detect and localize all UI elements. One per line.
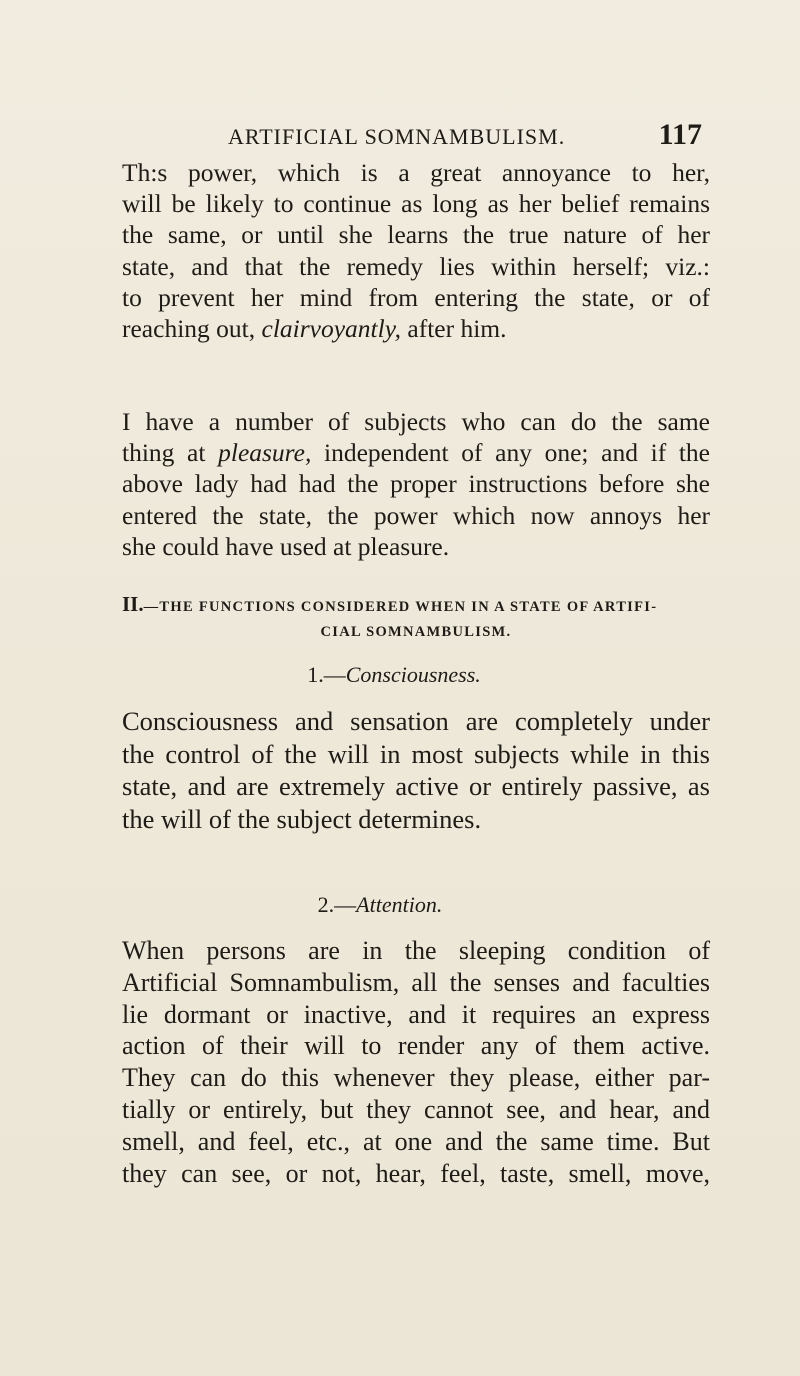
subsection-heading-attention	[86, 890, 674, 920]
running-title: ARTIFICIAL SOMNAMBULISM.	[228, 124, 566, 149]
subsection-title: Attention.	[356, 892, 443, 917]
paragraph-2	[122, 406, 710, 562]
subsection-title: Consciousness.	[345, 662, 481, 687]
paragraph-1	[122, 157, 710, 344]
text-line: They can do this whenever they please, either par-	[122, 1063, 710, 1093]
text-run: after him.	[401, 314, 507, 344]
text-line: entered the state, the power which now annoys her	[122, 500, 710, 530]
text-line: they can see, or not, hear, feel, taste, smell, move,	[122, 1158, 710, 1188]
text-line: I have a number of subjects who can do the same	[122, 407, 710, 436]
page-number: 117	[658, 118, 702, 151]
text-line: lie dormant or inactive, and it requires an express	[122, 999, 710, 1029]
section-numeral: II.	[122, 592, 144, 616]
paragraph-4	[122, 935, 710, 1189]
text-line: will be likely to continue as long as her belief remains	[122, 189, 710, 219]
text-run: independent of any one; and if the	[311, 438, 710, 468]
text-line: smell, and feel, etc., at one and the same time. But	[122, 1126, 710, 1156]
section-heading-continued	[122, 620, 710, 644]
paragraph-3	[122, 705, 710, 835]
text-line: the will of the subject determines.	[122, 803, 482, 834]
section-title-line-1: —THE FUNCTIONS CONSIDERED WHEN IN A STATE OF ARTIFI-	[143, 599, 658, 615]
italic-word: clairvoyantly,	[261, 314, 402, 344]
text-line: above lady had had the proper instructions before she	[122, 469, 710, 499]
text-line	[122, 437, 710, 468]
subsection-number: 1.—	[307, 662, 346, 687]
text-run: thing at	[122, 438, 219, 468]
text-line: tially or entirely, but they cannot see, and hear, and	[122, 1094, 710, 1124]
text-line: state, and that the remedy lies within herself; viz.:	[122, 251, 710, 281]
text-line: Consciousness and sensation are completely under	[122, 706, 710, 736]
subsection-heading-consciousness	[100, 660, 688, 690]
italic-word: pleasure,	[218, 438, 312, 468]
text-line	[122, 313, 710, 344]
text-line: state, and are extremely active or entirely passive, as	[122, 771, 710, 801]
text-run: reaching out,	[122, 314, 262, 344]
text-line: Th:s power, which is a great annoyance to her,	[122, 158, 710, 187]
subsection-number: 2.—	[317, 892, 357, 917]
text-line: Artificial Somnambulism, all the senses and faculties	[122, 967, 710, 997]
text-line: When persons are in the sleeping condition of	[122, 936, 710, 965]
text-line: the same, or until she learns the true nature of her	[122, 220, 710, 250]
section-title-line-2: CIAL SOMNAMBULISM.	[320, 624, 512, 640]
text-line: she could have used at pleasure.	[122, 531, 450, 561]
text-line: the control of the will in most subjects while in this	[122, 738, 710, 769]
section-heading	[122, 592, 710, 619]
text-line: action of their will to render any of them active.	[122, 1031, 710, 1061]
text-line: to prevent her mind from entering the state, or of	[122, 282, 710, 312]
running-head	[228, 118, 702, 154]
